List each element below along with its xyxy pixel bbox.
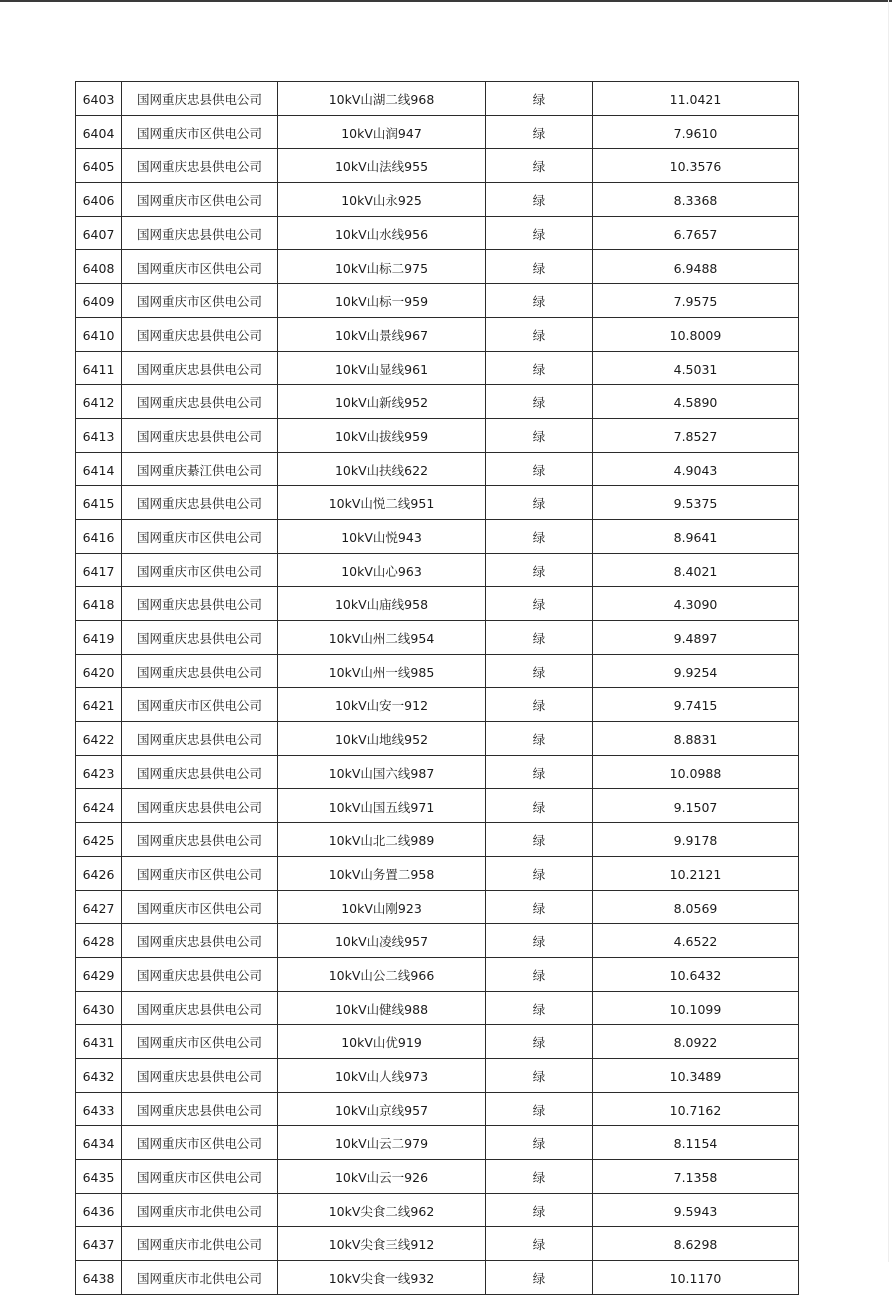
status-cell: 绿 (486, 82, 593, 116)
row-id-cell: 6417 (76, 553, 122, 587)
status-cell: 绿 (486, 654, 593, 688)
row-id-cell: 6418 (76, 587, 122, 621)
status-cell: 绿 (486, 587, 593, 621)
table-row (76, 553, 799, 587)
line-name-cell: 10kV山显线961 (278, 351, 486, 385)
table-row (76, 250, 799, 284)
status-cell: 绿 (486, 149, 593, 183)
company-cell: 国网重庆市区供电公司 (122, 183, 278, 217)
value-cell: 9.7415 (593, 688, 799, 722)
value-cell: 10.2121 (593, 856, 799, 890)
table-row (76, 1058, 799, 1092)
line-name-cell: 10kV山健线988 (278, 991, 486, 1025)
row-id-cell: 6430 (76, 991, 122, 1025)
table-row (76, 991, 799, 1025)
status-cell: 绿 (486, 418, 593, 452)
value-cell: 4.3090 (593, 587, 799, 621)
line-name-cell: 10kV山州一线985 (278, 654, 486, 688)
line-name-cell: 10kV尖食二线962 (278, 1193, 486, 1227)
value-cell: 10.7162 (593, 1092, 799, 1126)
status-cell: 绿 (486, 519, 593, 553)
table-row (76, 957, 799, 991)
row-id-cell: 6422 (76, 722, 122, 756)
row-id-cell: 6413 (76, 418, 122, 452)
table-row (76, 1160, 799, 1194)
line-name-cell: 10kV山永925 (278, 183, 486, 217)
line-name-cell: 10kV山州二线954 (278, 621, 486, 655)
status-cell: 绿 (486, 284, 593, 318)
value-cell: 7.9610 (593, 115, 799, 149)
value-cell: 6.7657 (593, 216, 799, 250)
table-row (76, 82, 799, 116)
line-name-cell: 10kV山凌线957 (278, 924, 486, 958)
status-cell: 绿 (486, 216, 593, 250)
table-row (76, 823, 799, 857)
status-cell: 绿 (486, 1160, 593, 1194)
company-cell: 国网重庆市区供电公司 (122, 250, 278, 284)
table-row (76, 519, 799, 553)
status-cell: 绿 (486, 890, 593, 924)
page-right-edge (888, 0, 889, 1262)
row-id-cell: 6415 (76, 486, 122, 520)
status-cell: 绿 (486, 1092, 593, 1126)
line-name-cell: 10kV尖食三线912 (278, 1227, 486, 1261)
value-cell: 8.1154 (593, 1126, 799, 1160)
status-cell: 绿 (486, 722, 593, 756)
value-cell: 8.0569 (593, 890, 799, 924)
status-cell: 绿 (486, 1261, 593, 1295)
company-cell: 国网重庆忠县供电公司 (122, 216, 278, 250)
line-name-cell: 10kV山务置二958 (278, 856, 486, 890)
company-cell: 国网重庆忠县供电公司 (122, 418, 278, 452)
status-cell: 绿 (486, 452, 593, 486)
company-cell: 国网重庆市区供电公司 (122, 115, 278, 149)
table-row (76, 183, 799, 217)
company-cell: 国网重庆市区供电公司 (122, 284, 278, 318)
line-name-cell: 10kV山公二线966 (278, 957, 486, 991)
status-cell: 绿 (486, 621, 593, 655)
value-cell: 10.3489 (593, 1058, 799, 1092)
company-cell: 国网重庆市区供电公司 (122, 1160, 278, 1194)
value-cell: 7.8527 (593, 418, 799, 452)
line-name-cell: 10kV山安一912 (278, 688, 486, 722)
row-id-cell: 6432 (76, 1058, 122, 1092)
row-id-cell: 6423 (76, 755, 122, 789)
table-row (76, 385, 799, 419)
value-cell: 10.1099 (593, 991, 799, 1025)
row-id-cell: 6410 (76, 317, 122, 351)
line-name-cell: 10kV山扶线622 (278, 452, 486, 486)
company-cell: 国网重庆忠县供电公司 (122, 1058, 278, 1092)
row-id-cell: 6404 (76, 115, 122, 149)
table-row (76, 890, 799, 924)
value-cell: 4.5031 (593, 351, 799, 385)
value-cell: 10.3576 (593, 149, 799, 183)
line-name-cell: 10kV山优919 (278, 1025, 486, 1059)
table-row (76, 149, 799, 183)
table-row (76, 216, 799, 250)
table-row (76, 1227, 799, 1261)
status-cell: 绿 (486, 991, 593, 1025)
value-cell: 8.6298 (593, 1227, 799, 1261)
status-cell: 绿 (486, 115, 593, 149)
value-cell: 10.0988 (593, 755, 799, 789)
row-id-cell: 6429 (76, 957, 122, 991)
value-cell: 4.9043 (593, 452, 799, 486)
row-id-cell: 6403 (76, 82, 122, 116)
value-cell: 8.0922 (593, 1025, 799, 1059)
line-name-cell: 10kV山水线956 (278, 216, 486, 250)
line-name-cell: 10kV山标一959 (278, 284, 486, 318)
page-top-border (0, 0, 892, 2)
line-name-cell: 10kV山人线973 (278, 1058, 486, 1092)
line-name-cell: 10kV山新线952 (278, 385, 486, 419)
company-cell: 国网重庆忠县供电公司 (122, 82, 278, 116)
table-row (76, 452, 799, 486)
value-cell: 9.9178 (593, 823, 799, 857)
company-cell: 国网重庆忠县供电公司 (122, 317, 278, 351)
company-cell: 国网重庆市区供电公司 (122, 1126, 278, 1160)
line-name-cell: 10kV山标二975 (278, 250, 486, 284)
table-row (76, 1025, 799, 1059)
line-name-cell: 10kV山刚923 (278, 890, 486, 924)
line-name-cell: 10kV尖食一线932 (278, 1261, 486, 1295)
line-name-cell: 10kV山景线967 (278, 317, 486, 351)
line-name-cell: 10kV山云二979 (278, 1126, 486, 1160)
value-cell: 8.3368 (593, 183, 799, 217)
company-cell: 国网重庆市北供电公司 (122, 1227, 278, 1261)
line-name-cell: 10kV山心963 (278, 553, 486, 587)
table-row (76, 1126, 799, 1160)
company-cell: 国网重庆忠县供电公司 (122, 722, 278, 756)
row-id-cell: 6405 (76, 149, 122, 183)
company-cell: 国网重庆市区供电公司 (122, 553, 278, 587)
company-cell: 国网重庆忠县供电公司 (122, 1092, 278, 1126)
company-cell: 国网重庆市区供电公司 (122, 688, 278, 722)
line-name-cell: 10kV山北二线989 (278, 823, 486, 857)
company-cell: 国网重庆市北供电公司 (122, 1261, 278, 1295)
row-id-cell: 6435 (76, 1160, 122, 1194)
line-name-cell: 10kV山国五线971 (278, 789, 486, 823)
table-row (76, 587, 799, 621)
company-cell: 国网重庆忠县供电公司 (122, 351, 278, 385)
status-cell: 绿 (486, 789, 593, 823)
company-cell: 国网重庆忠县供电公司 (122, 587, 278, 621)
status-cell: 绿 (486, 1126, 593, 1160)
status-cell: 绿 (486, 385, 593, 419)
line-name-cell: 10kV山云一926 (278, 1160, 486, 1194)
status-cell: 绿 (486, 688, 593, 722)
status-cell: 绿 (486, 1227, 593, 1261)
row-id-cell: 6425 (76, 823, 122, 857)
company-cell: 国网重庆忠县供电公司 (122, 385, 278, 419)
row-id-cell: 6421 (76, 688, 122, 722)
line-name-cell: 10kV山拔线959 (278, 418, 486, 452)
row-id-cell: 6420 (76, 654, 122, 688)
status-cell: 绿 (486, 183, 593, 217)
table-row (76, 688, 799, 722)
value-cell: 9.5943 (593, 1193, 799, 1227)
value-cell: 6.9488 (593, 250, 799, 284)
value-cell: 9.4897 (593, 621, 799, 655)
table-row (76, 654, 799, 688)
row-id-cell: 6426 (76, 856, 122, 890)
row-id-cell: 6427 (76, 890, 122, 924)
value-cell: 4.6522 (593, 924, 799, 958)
row-id-cell: 6406 (76, 183, 122, 217)
company-cell: 国网重庆忠县供电公司 (122, 654, 278, 688)
value-cell: 9.5375 (593, 486, 799, 520)
feeder-line-table (75, 81, 799, 1295)
row-id-cell: 6408 (76, 250, 122, 284)
company-cell: 国网重庆市北供电公司 (122, 1193, 278, 1227)
table-row (76, 1193, 799, 1227)
table-body (76, 82, 799, 1295)
company-cell: 国网重庆忠县供电公司 (122, 789, 278, 823)
value-cell: 8.4021 (593, 553, 799, 587)
value-cell: 9.1507 (593, 789, 799, 823)
table-row (76, 924, 799, 958)
company-cell: 国网重庆忠县供电公司 (122, 149, 278, 183)
status-cell: 绿 (486, 351, 593, 385)
table-row (76, 317, 799, 351)
row-id-cell: 6438 (76, 1261, 122, 1295)
status-cell: 绿 (486, 823, 593, 857)
status-cell: 绿 (486, 1193, 593, 1227)
row-id-cell: 6428 (76, 924, 122, 958)
company-cell: 国网重庆忠县供电公司 (122, 621, 278, 655)
table-row (76, 621, 799, 655)
company-cell: 国网重庆忠县供电公司 (122, 755, 278, 789)
table-row (76, 418, 799, 452)
row-id-cell: 6412 (76, 385, 122, 419)
status-cell: 绿 (486, 856, 593, 890)
value-cell: 7.9575 (593, 284, 799, 318)
value-cell: 8.8831 (593, 722, 799, 756)
company-cell: 国网重庆忠县供电公司 (122, 991, 278, 1025)
row-id-cell: 6437 (76, 1227, 122, 1261)
row-id-cell: 6433 (76, 1092, 122, 1126)
company-cell: 国网重庆市区供电公司 (122, 1025, 278, 1059)
status-cell: 绿 (486, 924, 593, 958)
status-cell: 绿 (486, 486, 593, 520)
line-name-cell: 10kV山悦二线951 (278, 486, 486, 520)
line-name-cell: 10kV山庙线958 (278, 587, 486, 621)
company-cell: 国网重庆市区供电公司 (122, 856, 278, 890)
row-id-cell: 6434 (76, 1126, 122, 1160)
company-cell: 国网重庆忠县供电公司 (122, 823, 278, 857)
line-name-cell: 10kV山国六线987 (278, 755, 486, 789)
row-id-cell: 6416 (76, 519, 122, 553)
row-id-cell: 6424 (76, 789, 122, 823)
table-row (76, 351, 799, 385)
row-id-cell: 6407 (76, 216, 122, 250)
table-row (76, 722, 799, 756)
status-cell: 绿 (486, 755, 593, 789)
value-cell: 10.6432 (593, 957, 799, 991)
company-cell: 国网重庆忠县供电公司 (122, 957, 278, 991)
table-row (76, 789, 799, 823)
line-name-cell: 10kV山法线955 (278, 149, 486, 183)
table-row (76, 1261, 799, 1295)
row-id-cell: 6409 (76, 284, 122, 318)
status-cell: 绿 (486, 1025, 593, 1059)
status-cell: 绿 (486, 1058, 593, 1092)
table-row (76, 486, 799, 520)
value-cell: 4.5890 (593, 385, 799, 419)
value-cell: 10.1170 (593, 1261, 799, 1295)
value-cell: 8.9641 (593, 519, 799, 553)
table-row (76, 1092, 799, 1126)
row-id-cell: 6419 (76, 621, 122, 655)
company-cell: 国网重庆綦江供电公司 (122, 452, 278, 486)
company-cell: 国网重庆忠县供电公司 (122, 924, 278, 958)
line-name-cell: 10kV山地线952 (278, 722, 486, 756)
value-cell: 7.1358 (593, 1160, 799, 1194)
row-id-cell: 6414 (76, 452, 122, 486)
value-cell: 9.9254 (593, 654, 799, 688)
line-name-cell: 10kV山湖二线968 (278, 82, 486, 116)
status-cell: 绿 (486, 250, 593, 284)
row-id-cell: 6436 (76, 1193, 122, 1227)
status-cell: 绿 (486, 957, 593, 991)
line-name-cell: 10kV山悦943 (278, 519, 486, 553)
status-cell: 绿 (486, 317, 593, 351)
line-name-cell: 10kV山京线957 (278, 1092, 486, 1126)
line-name-cell: 10kV山润947 (278, 115, 486, 149)
row-id-cell: 6411 (76, 351, 122, 385)
company-cell: 国网重庆忠县供电公司 (122, 486, 278, 520)
value-cell: 10.8009 (593, 317, 799, 351)
status-cell: 绿 (486, 553, 593, 587)
table-row (76, 115, 799, 149)
table-row (76, 856, 799, 890)
table-row (76, 284, 799, 318)
company-cell: 国网重庆市区供电公司 (122, 890, 278, 924)
value-cell: 11.0421 (593, 82, 799, 116)
row-id-cell: 6431 (76, 1025, 122, 1059)
company-cell: 国网重庆市区供电公司 (122, 519, 278, 553)
table-row (76, 755, 799, 789)
